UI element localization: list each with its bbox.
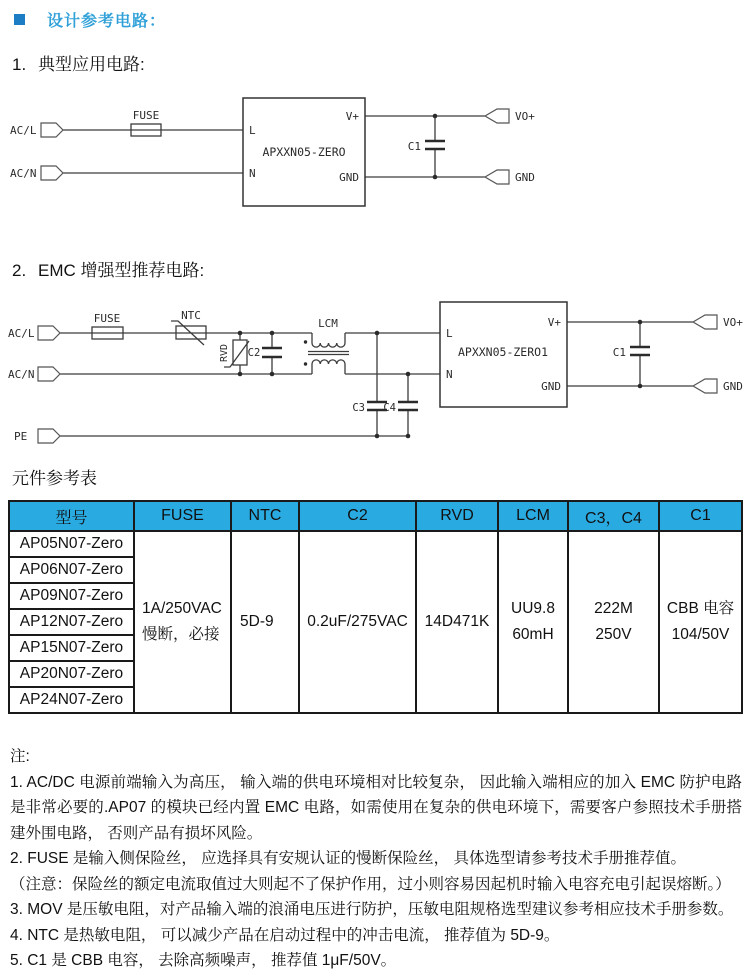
c1-value-cell (659, 531, 742, 713)
fuse-label: FUSE (132, 109, 160, 122)
gnd-output-connector (485, 170, 509, 184)
module-name-label: APXXN05-ZERO1 (457, 345, 549, 359)
acl-input-connector (41, 123, 63, 137)
table-header-row (9, 501, 742, 531)
vo-output-connector (693, 315, 717, 329)
acl-input-connector (38, 326, 60, 340)
vo-output-label: VO+ (515, 110, 535, 123)
fuse-value-line1: 1A/250VAC (142, 600, 222, 617)
pin-gnd-label: GND (339, 171, 359, 184)
note-item: 2. FUSE 是输入侧保险丝， 应选择具有安规认证的慢断保险丝， 具体选型请参考技术手册推荐值。 (10, 850, 686, 867)
acn-input-label: AC/N (8, 368, 35, 381)
c3c4-value-cell (568, 531, 659, 713)
circuit1-capacitor-c1 (425, 141, 445, 149)
blue-square-bullet-icon (14, 14, 25, 25)
pe-input-label: PE (14, 430, 28, 443)
model-cell: AP20N07-Zero (9, 661, 134, 687)
module-name-label: APXXN05-ZERO (262, 145, 346, 159)
acn-input-connector (38, 367, 60, 381)
model-cell: AP06N07-Zero (9, 557, 134, 583)
pin-l-label: L (249, 124, 256, 137)
fuse-label: FUSE (93, 312, 121, 325)
header-model: 型号 (9, 501, 134, 531)
component-reference-table (8, 500, 743, 714)
lcm-label: LCM (318, 317, 338, 330)
note-item: 4. NTC 是热敏电阻， 可以减少产品在启动过程中的冲击电流， 推荐值为 5D-9。 (10, 926, 560, 944)
c2-value-cell: 0.2uF/275VAC (299, 531, 416, 713)
c1-value-line2: 104/50V (671, 626, 730, 643)
page-title: 设计参考电路： (47, 13, 167, 30)
section1-number: 1. (12, 55, 27, 74)
section2-heading (12, 256, 204, 281)
note-item: 1. AC/DC 电源前端输入为高压， 输入端的供电环境相对比较复杂， 因此输入端相应的加入 EMC 防护电路是非常必要的.AP07 的模块已经内置 EMC 电路，如需使用在复杂的供电环境下，需要客户参照技术手册搭建外围电路， 否则产品有损坏风险。 (10, 773, 742, 842)
fuse-value-cell (134, 531, 231, 713)
header-c2: C2 (299, 501, 416, 531)
pin-vplus-label: V+ (345, 110, 359, 123)
c3-label: C3 (352, 402, 365, 414)
c1-label: C1 (612, 346, 626, 359)
ntc-value-cell: 5D-9 (231, 531, 299, 713)
fuse-value-line2: 慢断，必接 (142, 626, 220, 643)
c3c4-value-line2: 250V (595, 626, 632, 643)
pin-n-label: N (249, 167, 256, 180)
rvd-value-cell: 14D471K (416, 531, 498, 713)
header-lcm: LCM (498, 501, 568, 531)
gnd-output-label: GND (723, 380, 743, 393)
pe-input-connector (38, 429, 60, 443)
rvd-label: RVD (219, 343, 230, 363)
typical-application-circuit-diagram (0, 88, 750, 223)
pin-n-label: N (446, 368, 453, 381)
note-item: （注意：保险丝的额定电流取值过大则起不了保护作用，过小则容易因起机时输入电容充电引起误熔断。） (10, 875, 731, 893)
circuit2-wires (60, 322, 693, 436)
model-cell: AP15N07-Zero (9, 635, 134, 661)
circuit2-lcm-choke (304, 333, 349, 374)
acn-input-label: AC/N (10, 167, 37, 180)
pin-gnd-label: GND (541, 380, 561, 393)
design-reference-header (14, 8, 166, 31)
note-item: 5. C1 是 CBB 电容， 去除高频噪声， 推荐值 1μF/50V。 (10, 952, 397, 969)
component-table-title: 元件参考表 (12, 469, 97, 488)
table-row (9, 531, 742, 557)
model-cell: AP09N07-Zero (9, 583, 134, 609)
note-item: 3. MOV 是压敏电阻，对产品输入端的浪涌电压进行防护，压敏电阻规格选型建议参考相应技术手册参数。 (10, 901, 734, 918)
header-ntc: NTC (231, 501, 299, 531)
lcm-value-cell (498, 531, 568, 713)
c1-value-line1: CBB 电容 (666, 600, 735, 617)
header-rvd: RVD (416, 501, 498, 531)
model-cell: AP12N07-Zero (9, 609, 134, 635)
emc-enhanced-circuit-diagram (0, 290, 750, 470)
acl-input-label: AC/L (10, 124, 37, 137)
section2-number: 2. (12, 261, 27, 280)
notes-label: 注: (10, 748, 30, 765)
header-c1: C1 (659, 501, 742, 531)
lcm-value-line1: UU9.8 (511, 600, 555, 617)
header-c3c4: C3，C4 (568, 501, 659, 531)
section1-heading (12, 50, 145, 75)
gnd-output-label: GND (515, 171, 535, 184)
section1-title: 典型应用电路: (38, 55, 145, 74)
pin-l-label: L (446, 327, 453, 340)
model-cell: AP05N07-Zero (9, 531, 134, 557)
notes-section (10, 744, 742, 974)
acn-input-connector (41, 166, 63, 180)
acl-input-label: AC/L (8, 327, 35, 340)
model-cell: AP24N07-Zero (9, 687, 134, 713)
c1-label: C1 (407, 140, 421, 153)
c4-label: C4 (383, 402, 396, 414)
header-fuse: FUSE (134, 501, 231, 531)
c2-label: C2 (247, 347, 261, 359)
lcm-value-line2: 60mH (512, 626, 554, 643)
c3c4-value-line1: 222M (594, 600, 633, 617)
gnd-output-connector (693, 379, 717, 393)
section2-title: EMC 增强型推荐电路: (38, 261, 205, 280)
vo-output-label: VO+ (723, 316, 743, 329)
vo-output-connector (485, 109, 509, 123)
pin-vplus-label: V+ (547, 316, 561, 329)
ntc-label: NTC (181, 309, 201, 322)
